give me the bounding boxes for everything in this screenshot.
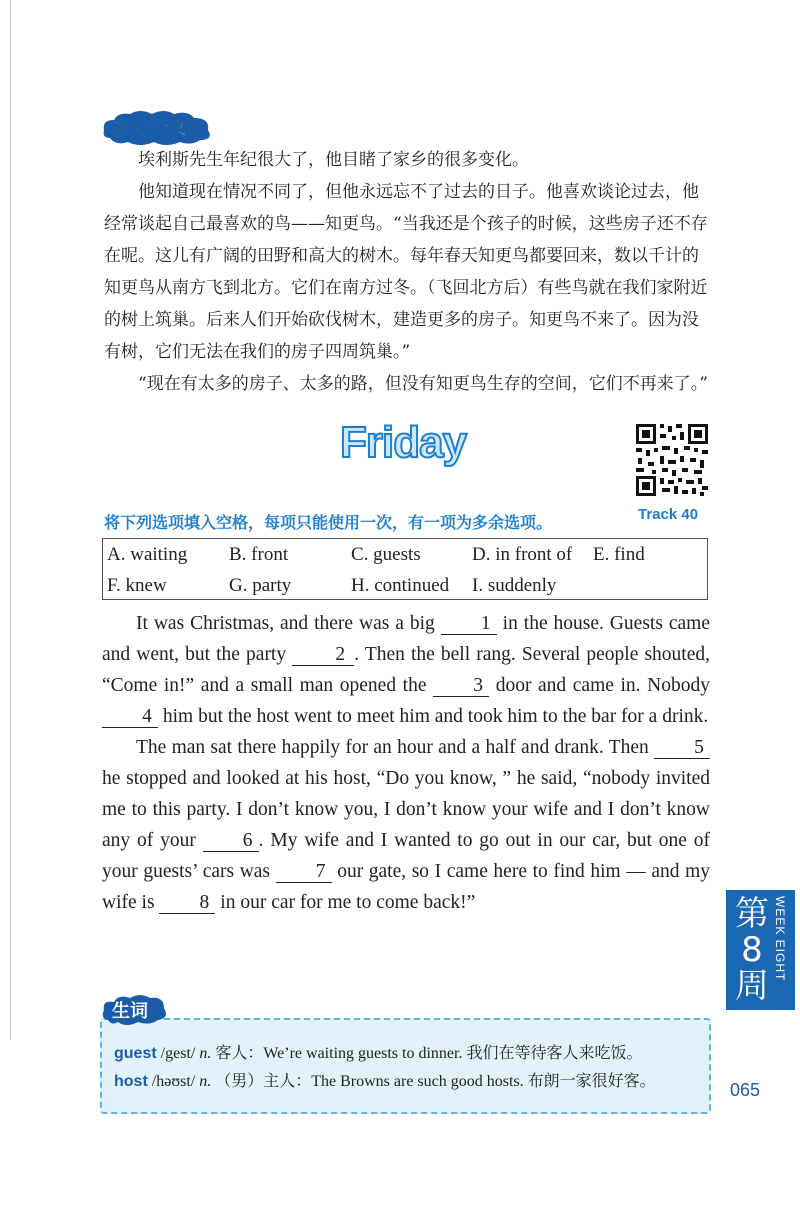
vocab-phonetic: /həʊst/ [147, 1073, 200, 1090]
passage-text: he stopped and looked at his host, “Do you know, ” he said, “nobody invited me to this party. I don’t know you, I don’t know your wife and I don’t know any of your [102, 768, 710, 851]
passage-text: him but the host went to meet him and took him to the bar for a drink. [158, 706, 709, 727]
week-tab-cn: 第8周 [735, 894, 769, 1006]
option-item: D. in front of [472, 544, 573, 565]
reference-paragraph: “现在有太多的房子、太多的路，但没有知更鸟生存的空间，它们不再来了。” [138, 374, 708, 394]
reference-paragraph: 他知道现在情况不同了，但他永远忘不了过去的日子。他喜欢谈论过去，他经常谈起自己最喜欢的鸟——知更鸟。“当我还是个孩子的时候，这些房子还不存在呢。这儿有广阔的田野和高大的树木。每年春天知更鸟都要回来，数以千计的知更鸟从南方飞到北方。它们在南方过冬。（飞回北方后）有些鸟就在我们家附近的树上筑巢。后来人们开始砍伐树木，建造更多的房子。知更鸟不来了。因为没有树，它们无法在我们的房子四周筑巢。” [104, 182, 708, 362]
vocabulary-badge-label: 生词 [112, 1001, 148, 1022]
vocab-pos: n. [199, 1045, 212, 1062]
reference-badge-label: 参考译文 [112, 118, 188, 139]
passage-paragraph [102, 732, 710, 918]
track-label: Track 40 [638, 506, 699, 523]
answer-blank[interactable]: 3 [433, 676, 489, 697]
option-item: B. front [229, 544, 289, 565]
day-title: Friday [340, 418, 467, 467]
page-number: 065 [730, 1080, 761, 1100]
vocab-word: host [114, 1073, 148, 1090]
answer-blank[interactable]: 8 [159, 893, 215, 914]
vocabulary-badge [100, 992, 170, 1028]
vocab-word: guest [114, 1045, 157, 1062]
reference-translation-text [104, 144, 710, 400]
option-item: E. find [593, 544, 645, 565]
week-tab-en: WEEK EIGHT [773, 896, 787, 982]
passage-text: It was Christmas, and there was a big [136, 613, 441, 634]
vocabulary-box [100, 1018, 711, 1114]
answer-blank[interactable]: 6 [203, 831, 259, 852]
passage-text: The man sat there happily for an hour and a half and drank. Then [136, 737, 654, 758]
passage-text: in the house. Guests came and went, but the party [102, 613, 710, 665]
vocab-definition: （男）主人：The Browns are such good hosts. 布朗一家很好客。 [211, 1073, 656, 1090]
option-item: C. guests [351, 544, 421, 565]
cloze-passage [102, 608, 710, 918]
option-item: G. party [229, 575, 292, 596]
week-tab [726, 890, 795, 1010]
option-item: A. waiting [107, 544, 188, 565]
passage-text: . Then the bell rang. Several people shouted, “Come in!” and a small man opened the [102, 644, 710, 696]
vocab-entry [114, 1068, 702, 1096]
reference-translation-badge [100, 108, 216, 148]
option-item: I. suddenly [472, 575, 557, 596]
page-edge-line [10, 0, 11, 1040]
passage-text: our gate, so I came here to find him — and my wife is [102, 861, 710, 913]
passage-text: in our car for me to come back!” [215, 892, 476, 913]
passage-text: . My wife and I wanted to go out in our car, but one of your guests’ cars was [102, 830, 710, 882]
answer-blank[interactable]: 2 [292, 645, 354, 666]
vocab-definition: 客人：We’re waiting guests to dinner. 我们在等待客人来吃饭。 [211, 1045, 643, 1062]
answer-blank[interactable]: 4 [102, 707, 158, 728]
vocabulary-list [114, 1040, 702, 1096]
vocab-entry [114, 1040, 702, 1068]
option-item: H. continued [351, 575, 450, 596]
qr-code[interactable] [634, 422, 710, 498]
option-item: F. knew [107, 575, 167, 596]
vocab-phonetic: /gest/ [156, 1045, 200, 1062]
answer-blank[interactable]: 1 [441, 614, 497, 635]
answer-blank[interactable]: 7 [276, 862, 332, 883]
reference-paragraph: 埃利斯先生年纪很大了，他目睹了家乡的很多变化。 [138, 150, 529, 170]
vocab-pos: n. [199, 1073, 212, 1090]
options-box [102, 538, 708, 600]
passage-paragraph [102, 608, 710, 732]
passage-text: door and came in. Nobody [489, 675, 710, 696]
answer-blank[interactable]: 5 [654, 738, 710, 759]
exercise-instruction: 将下列选项填入空格，每项只能使用一次，有一项为多余选项。 [104, 513, 553, 532]
